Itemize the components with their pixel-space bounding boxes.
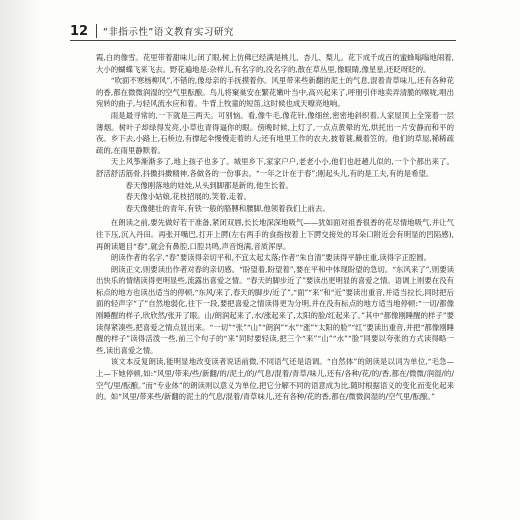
body-text	[96, 52, 454, 403]
paragraph: 该文本反复朗读,能明显地改变读者说话前微,不同语气还是语调。“自然体”的朗读是以词为单位,“毛急—上—下她停顿,如:“风里/带来/些/新翻/的/泥土/的/气息/混着/青草/味儿,还有/各种/花/的/香,都在/微微/润湿/的/空气/里/酝酿。”而“专业体”的朗读则以意义为单位,把它分解不同的语意成为比,随时根据语义的变化而变化起来的。如“风里/带来些/新翻的泥土的气息/混着/青草味儿,还有各种/花的香,都在/微微润湿的/空气里/酝酿。”	[96, 357, 454, 402]
quoted-line: 春天像小姑娘,花枝招展的,笑着,走着。	[125, 192, 251, 202]
paragraph: 霞,白的像雪。花里带着甜味儿;闭了眼,树上仿佛已经满是桃儿、杏儿、梨儿。花下成千成百的蜜蜂嗡嗡地闹着,大小的蝴蝶飞来飞去。野花遍地是:杂样儿,有名字的,没名字的,散在草丛里,像眼睛,像星星,还眨呀眨的。	[96, 53, 454, 74]
paragraph: 朗读正文,则要读出作者对春的亲切感。“盼望着,盼望着”,要在平和中体现盼望的急切。“东风来了”,则要读出快乐的情绪读得更明显些,流露出喜爱之情。“春天的脚步近了”要读出更明显的喜爱之情。语调上则要在没有标点的地方也读出适当的停顿,“东风/来了,春天的脚步/近了”,“面”“来”和“近”要读出重音,并适当拉长,同时把后面的轻声字“了”自然地弱化,往下一段,要把喜爱之情读得更为分明,并在没有标点的地方适当地停顿:“一切/都像刚睡醒的样子,欣欣然/张开了眼。山/朗润起来了,水/涨起来了,太阳的脸/红起来了。”其中“都像刚睡醒的样子”要读得紧凑些,把喜爱之情点显出来。“一切”“张”“山”“朗润”“水”“涨”“太阳的脸”“红”要读出重音,并把“都像刚睡醒的样子”读得活泼一些,前三个句子的“来”同时要轻读,把三个“来”“山”“水”“脸”同要以夸张的方式读得略一些,读出喜爱之情。	[96, 264, 454, 355]
paragraph: 朗读作者的名字,“春”要读得亲切平和,不宜太起太落;作者“朱自清”要读得平静庄重,读得字正腔圆。	[110, 253, 432, 263]
header-divider	[96, 24, 97, 38]
paragraph: 天上风筝渐渐多了,地上孩子也多了。城里乡下,家家户户,老老小小,他们也赶趟儿似的,一个个都出来了。舒活舒活筋骨,抖擞抖擞精神,各做各的一份事去。“一年之计在于春”;刚起头儿,有的是工夫,有的是希望。	[96, 157, 454, 178]
running-header	[70, 22, 456, 41]
running-title: “非指示性”语文教育实习研究	[103, 27, 234, 38]
page-number: 12	[70, 24, 89, 39]
paragraph: 雨是最寻常的,一下就是三两天。可别恼。看,像牛毛,像花针,像细丝,密密地斜织着,人家屋顶上全笼着一层薄烟。树叶子却绿得发亮,小草也青得逼你的眼。傍晚时候,上灯了,一点点黄晕的光,烘托出一片安静而和平的夜。乡下去,小路上,石桥边,有撑起伞慢慢走着的人;还有地里工作的农夫,披着蓑,戴着笠的。他们的草屋,稀稀疏疏的,在雨里静默着。	[96, 110, 454, 155]
quoted-line: 春天像刚落地的娃娃,从头到脚都是新的,他生长着。	[125, 180, 293, 190]
quoted-line: 春天像健壮的青年,有铁一般的胳膊和腰脚,他领着我们上前去。	[125, 203, 330, 213]
page-binding-shadow	[0, 0, 42, 520]
paragraph: 在朗读之前,要先做好若干准备,紧闭双唇,长长地深深地吸气——犹如面对祖香很香的花尽情地吸气,并让气往下压,沉入丹田。再张开嘴巴,打开上腭(左右两手的食指按着上下腭交接处的耳朵口附近会有明显的凹陷感),再朗读题目“春”,就会有鼻腔,口腔共鸣,声音饱满,音质浑厚。	[96, 218, 454, 251]
paragraph: “吹面不寒杨柳风”,不错的,像母亲的手抚摸着你。风里带来些新翻的泥土的气息,混着青草味儿,还有各种花的香,都在微微润湿的空气里酝酿。鸟儿将窠巢安在繁花嫩叶当中,高兴起来了,呼朋引伴地卖弄清脆的喉咙,唱出宛转的曲子,与轻风流水应和着。牛背上牧童的短笛,这时候也成天嘹亮地响。	[96, 76, 454, 109]
